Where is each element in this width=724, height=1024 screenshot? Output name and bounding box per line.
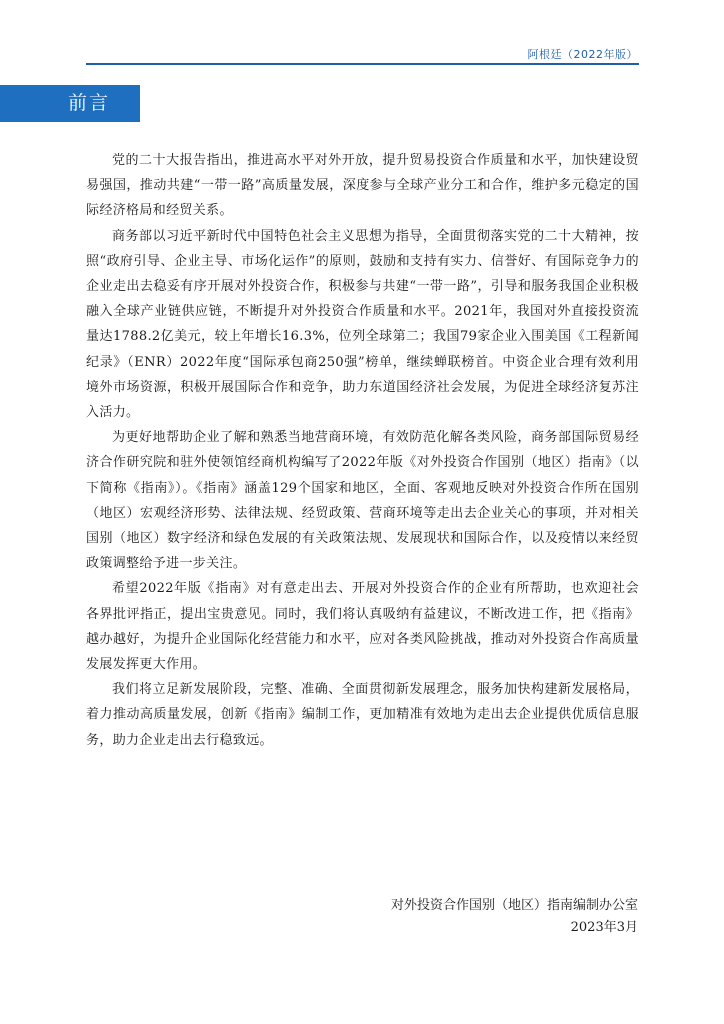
signature-block <box>391 895 638 939</box>
paragraph: 为更好地帮助企业了解和熟悉当地营商环境，有效防范化解各类风险，商务部国际贸易经济合作研究院和驻外使领馆经商机构编写了2022年版《对外投资合作国别（地区）指南》（以下简称《指南》）。《指南》涵盖129个国家和地区，全面、客观地反映对外投资合作所在国别（地区）宏观经济形势、法律法规、经贸政策、营商环境等走出去企业关心的事项，并对相关国别（地区）数字经济和绿色发展的有关政策法规、发展现状和国际合作，以及疫情以来经贸政策调整给予进一步关注。 <box>86 430 639 572</box>
paragraph: 希望2022年版《指南》对有意走出去、开展对外投资合作的企业有所帮助，也欢迎社会各界批评指正，提出宝贵意见。同时，我们将认真吸纳有益建议，不断改进工作，把《指南》越办越好，为提升企业国际化经营能力和水平，应对各类风险挑战，推动对外投资合作高质量发展发挥更大作用。 <box>86 581 639 673</box>
signature-office: 对外投资合作国别（地区）指南编制办公室 <box>390 898 638 913</box>
header-divider <box>86 63 639 65</box>
running-header-title: 阿根廷（2022年版） <box>527 48 638 61</box>
paragraph: 党的二十大报告指出，推进高水平对外开放，提升贸易投资合作质量和水平，加快建设贸易强国，推动共建“一带一路”高质量发展，深度参与全球产业分工和合作，维护多元稳定的国际经济格局和经贸关系。 <box>86 153 639 219</box>
paragraph: 商务部以习近平新时代中国特色社会主义思想为指导，全面贯彻落实党的二十大精神，按照“政府引导、企业主导、市场化运作”的原则，鼓励和支持有实力、信誉好、有国际竞争力的企业走出去稳妥有序开展对外投资合作，积极参与共建“一带一路”，引导和服务我国企业积极融入全球产业链供应链，不断提升对外投资合作质量和水平。2021年，我国对外直接投资流量达1788.2亿美元，较上年增长16.3%，位列全球第二；我国79家企业入围美国《工程新闻纪录》（ENR）2022年度“国际承包商250强”榜单，继续蝉联榜首。中资企业合理有效利用境外市场资源，积极开展国际合作和竞争，助力东道国经济社会发展，为促进全球经济复苏注入活力。 <box>86 228 639 421</box>
body-text <box>86 148 639 753</box>
paragraph: 我们将立足新发展阶段，完整、准确、全面贯彻新发展理念，服务加快构建新发展格局，着力推动高质量发展，创新《指南》编制工作，更加精准有效地为走出去企业提供优质信息服务，助力企业走出去行稳致远。 <box>86 682 639 748</box>
signature-date: 2023年3月 <box>570 920 638 935</box>
section-banner <box>0 85 140 122</box>
section-title: 前言 <box>68 92 111 114</box>
